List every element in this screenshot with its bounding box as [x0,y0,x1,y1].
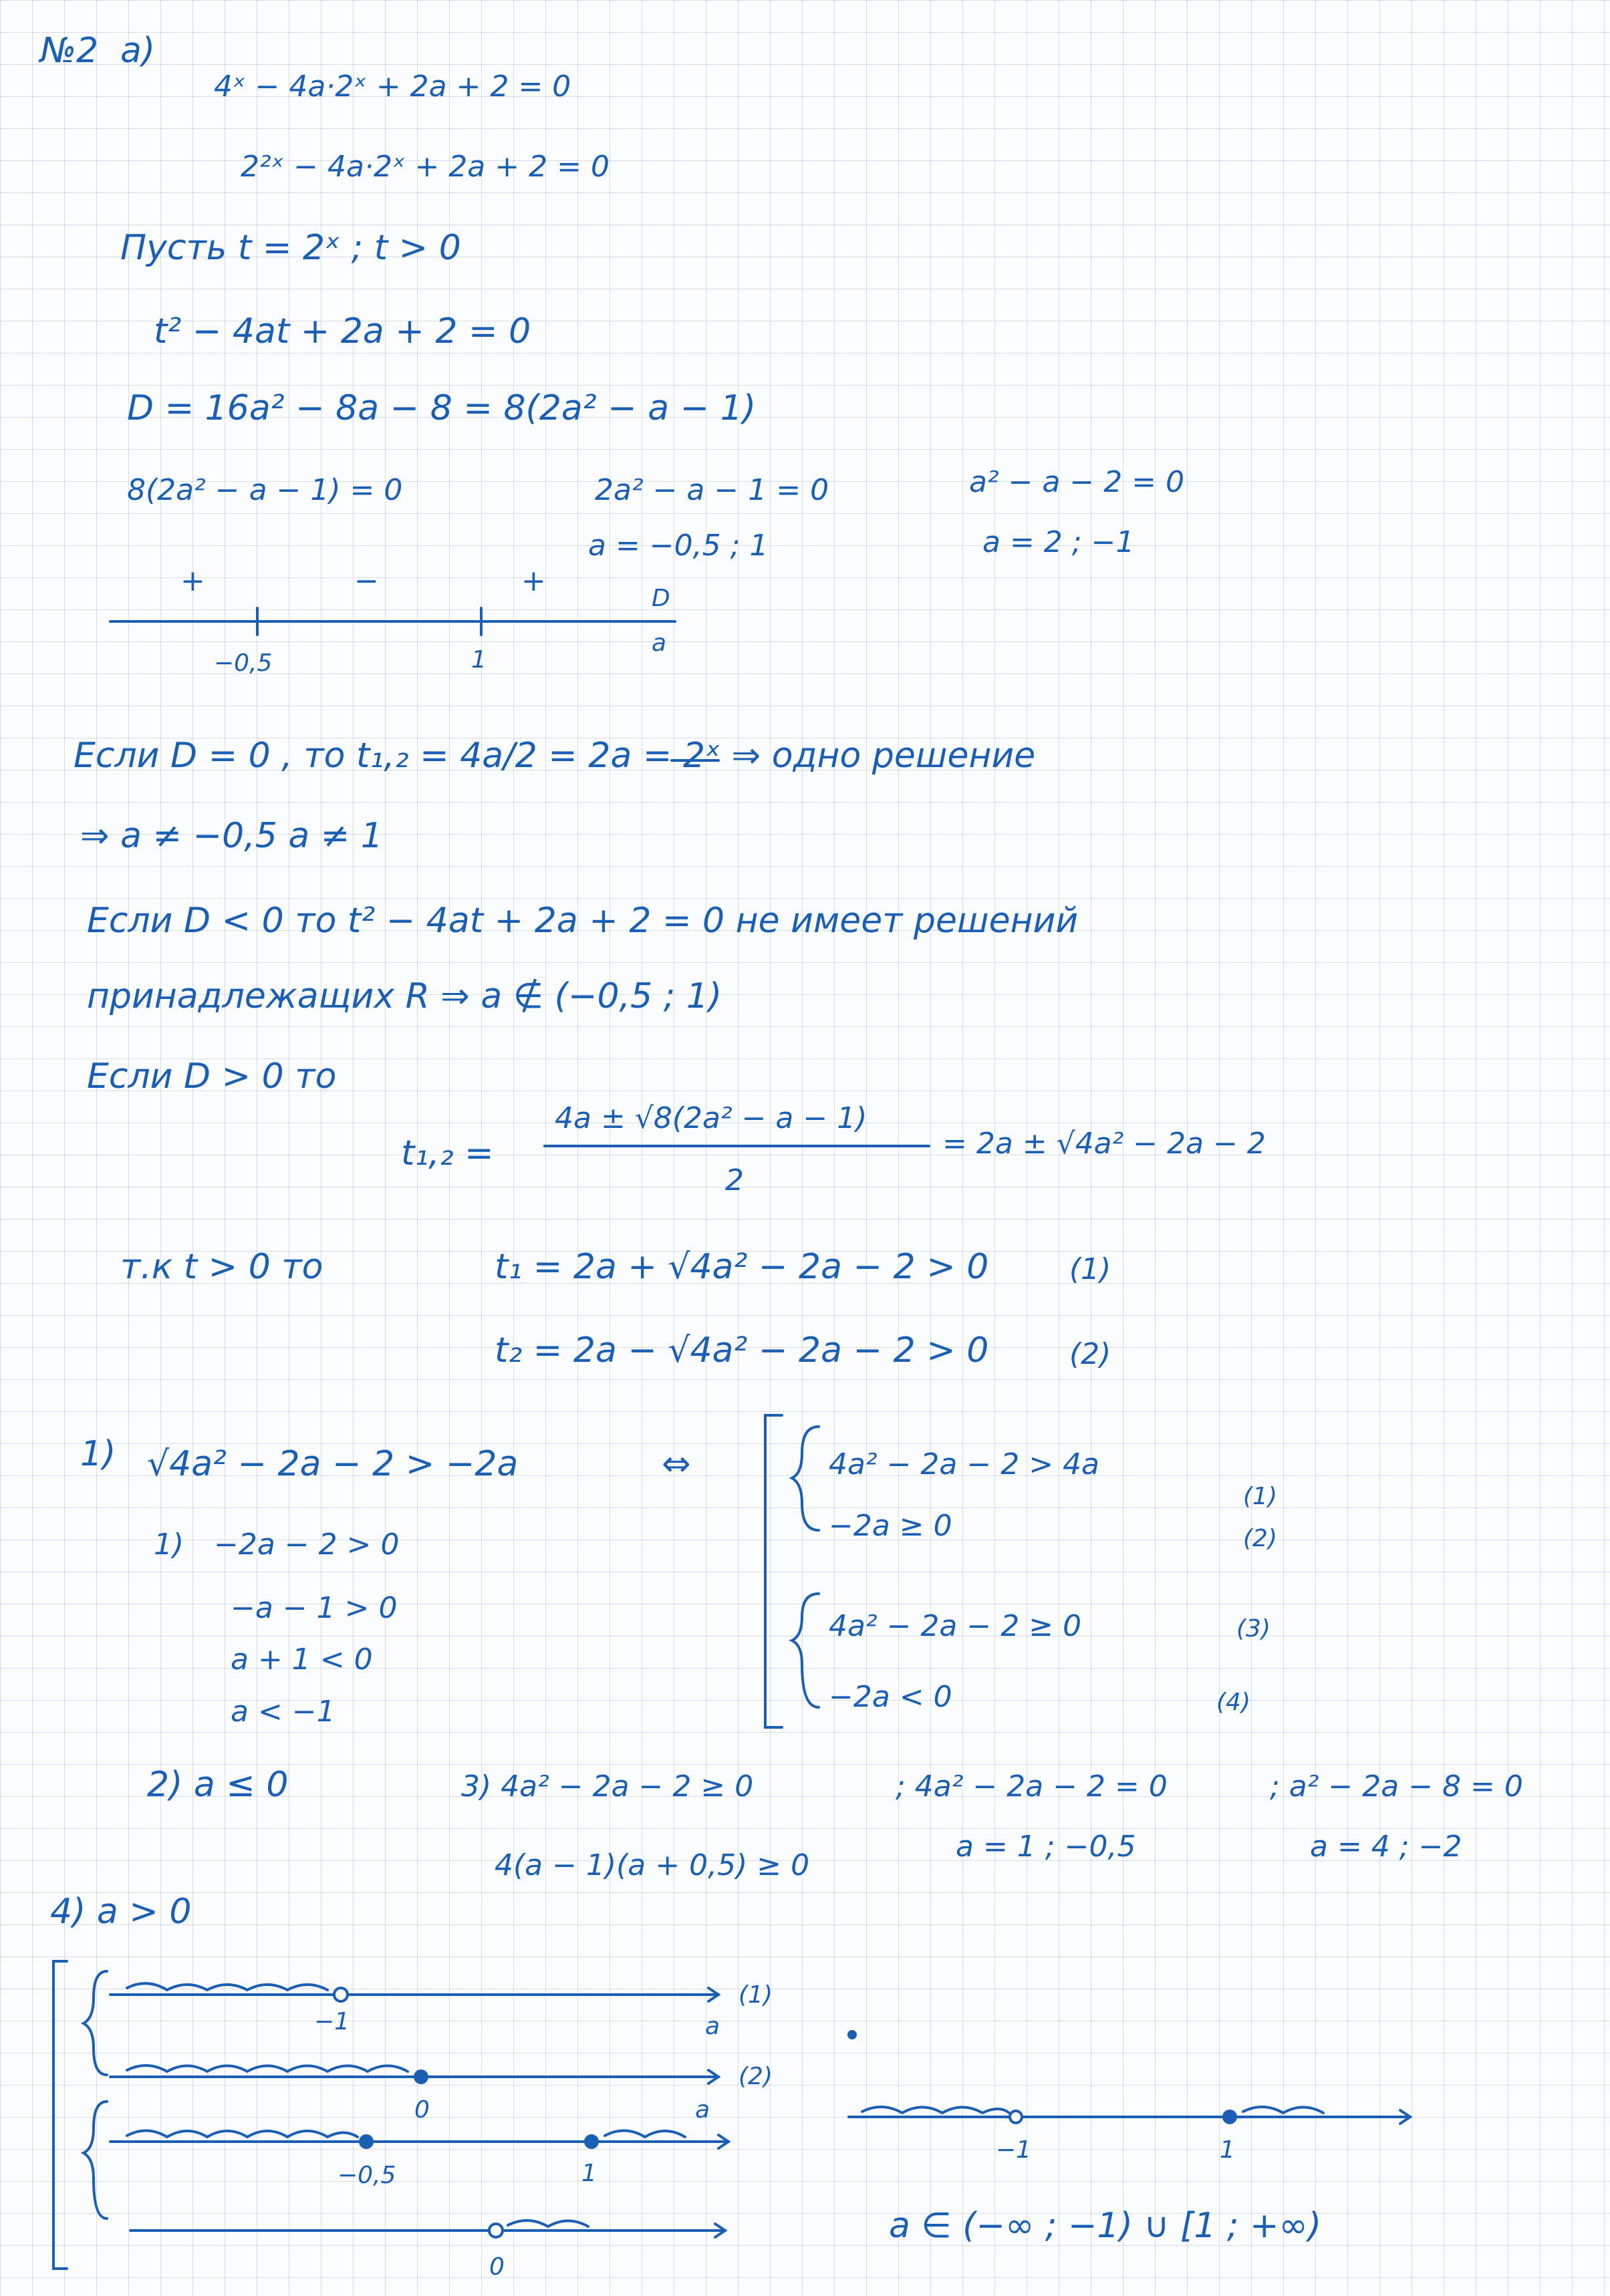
case-d-positive: Если D > 0 то [87,1056,337,1097]
system-2-tag-2: (4) [1216,1689,1250,1716]
let-statement: Пусть t = 2ˣ ; t > 0 [120,228,461,268]
hatch-2 [127,2065,408,2071]
point-open-result-minus-1 [1010,2111,1022,2123]
sign-minus: − [354,564,379,598]
solve-3-aux-equation-2: ; a² − 2a − 8 = 0 [1270,1769,1523,1804]
system-2-line-1: 4a² − 2a − 2 ≥ 0 [829,1609,1082,1643]
hatch-3a [127,2130,358,2137]
bottom-outer-bracket [53,1961,67,2269]
roots-formula-denominator: 2 [725,1163,744,1197]
solve-2: 2) a ≤ 0 [147,1765,289,1805]
bottom-brace-1 [84,1971,107,2075]
number-line-2-tag: (2) [739,2063,773,2090]
stray-dot [849,2031,855,2038]
condition-t2: t₂ = 2a − √4a² − 2a − 2 > 0 [495,1330,989,1371]
inequality-main: √4a² − 2a − 2 > −2a [147,1444,519,1484]
system-2-line-2: −2a < 0 [829,1680,952,1714]
hatch-4 [508,2220,588,2227]
solve-1-step-3: a + 1 < 0 [231,1642,373,1677]
discriminant-zero: 8(2a² − a − 1) = 0 [127,473,403,507]
solve-3-line-2: 4(a − 1)(a + 0,5) ≥ 0 [495,1848,810,1882]
system-1-tag-1: (1) [1243,1483,1277,1510]
solve-3-aux-roots-1: a = 1 ; −0,5 [956,1830,1136,1864]
since-condition: т.к t > 0 то [120,1247,323,1287]
point-filled-minus-05 [360,2136,372,2148]
quadratic-equation: t² − 4at + 2a + 2 = 0 [154,311,531,351]
solve-3-aux-equation-1: ; 4a² − 2a − 2 = 0 [896,1769,1168,1804]
number-line-3-tick-left: −0,5 [338,2162,396,2189]
sign-plus-left: + [180,564,205,598]
hatch-3b [605,2130,685,2137]
hatch-result-left [862,2107,1009,2113]
solve-4: 4) a > 0 [50,1892,192,1932]
point-filled-1 [585,2136,597,2148]
final-answer: a ∈ (−∞ ; −1) ∪ [1 ; +∞) [889,2206,1322,2246]
problem-number: №2 [40,31,99,71]
number-line-4-tick: 0 [489,2253,505,2281]
hatch-result-right [1243,2107,1323,2113]
case-d-negative-result: принадлежащих R ⇒ a ∉ (−0,5 ; 1) [87,976,722,1016]
point-open-zero [489,2224,503,2237]
roots-formula-right: = 2a ± √4a² − 2a − 2 [942,1127,1266,1161]
system-2-tag-1: (3) [1236,1615,1270,1642]
solve-1-label: 1) [154,1528,184,1562]
system-brace-2 [792,1594,819,1707]
inequality-label: 1) [80,1434,116,1474]
side-equation: a² − a − 2 = 0 [969,465,1185,499]
number-line-1-tag: (1) [739,1981,773,2009]
number-line-1-tick: −1 [314,2008,350,2035]
case-d-zero-result: ⇒ a ≠ −0,5 a ≠ 1 [80,816,383,856]
roots-formula-numerator: 4a ± √8(2a² − a − 1) [555,1101,867,1135]
system-1-line-2: −2a ≥ 0 [829,1509,952,1543]
result-line-tick-right: 1 [1220,2136,1235,2164]
sign-plus-right: + [521,564,546,598]
condition-t1: t₁ = 2a + √4a² − 2a − 2 > 0 [495,1247,989,1287]
sign-line-tick-label-1: −0,5 [214,650,273,677]
solve-1-step-2: −a − 1 > 0 [231,1591,398,1625]
solve-1-step-4: a < −1 [231,1695,336,1729]
original-equation: 4ˣ − 4a·2ˣ + 2a + 2 = 0 [214,69,571,104]
number-line-1-axis: a [705,2013,720,2040]
system-1-line-1: 4a² − 2a − 2 > 4a [829,1447,1100,1481]
condition-t2-tag: (2) [1069,1337,1111,1371]
discriminant-zero-simplified: 2a² − a − 1 = 0 [595,473,829,507]
sign-line-axis-label: a [652,629,667,657]
solve-1-step-1: −2a − 2 > 0 [214,1528,400,1562]
outer-bracket [765,1415,782,1727]
number-line-3-tick-right: 1 [581,2160,597,2187]
side-roots: a = 2 ; −1 [982,525,1135,559]
point-open-minus-1 [334,1988,348,2001]
system-brace-1 [792,1427,819,1530]
inequality-equivalence: ⇔ [662,1444,691,1484]
bottom-brace-2 [84,2102,107,2218]
result-line-tick-left: −1 [996,2136,1032,2164]
solve-3-line-1: 3) 4a² − 2a − 2 ≥ 0 [461,1769,754,1804]
sign-line-tick-label-2: 1 [471,646,487,674]
roots-formula-left: t₁,₂ = [401,1133,494,1173]
solve-3-aux-roots-2: a = 4 ; −2 [1310,1830,1462,1864]
rewritten-equation: 2²ˣ − 4a·2ˣ + 2a + 2 = 0 [241,150,610,184]
condition-t1-tag: (1) [1069,1252,1111,1286]
case-d-negative: Если D < 0 то t² − 4at + 2a + 2 = 0 не имеет решений [87,901,1079,941]
sign-line-d-label: D [652,585,670,612]
point-filled-result-1 [1224,2111,1236,2123]
discriminant: D = 16a² − 8a − 8 = 8(2a² − a − 1) [127,388,757,428]
number-line-2-axis: a [695,2096,710,2124]
discriminant-roots: a = −0,5 ; 1 [588,529,769,563]
point-filled-zero [415,2071,427,2083]
number-line-2-tick: 0 [414,2096,430,2124]
case-d-zero: Если D = 0 , то t₁,₂ = 4a/2 = 2a = 2ˣ ⇒ одно решение [74,736,1036,776]
problem-part: a) [120,31,156,71]
system-1-tag-2: (2) [1243,1525,1277,1552]
hatch-1 [127,1983,327,1990]
